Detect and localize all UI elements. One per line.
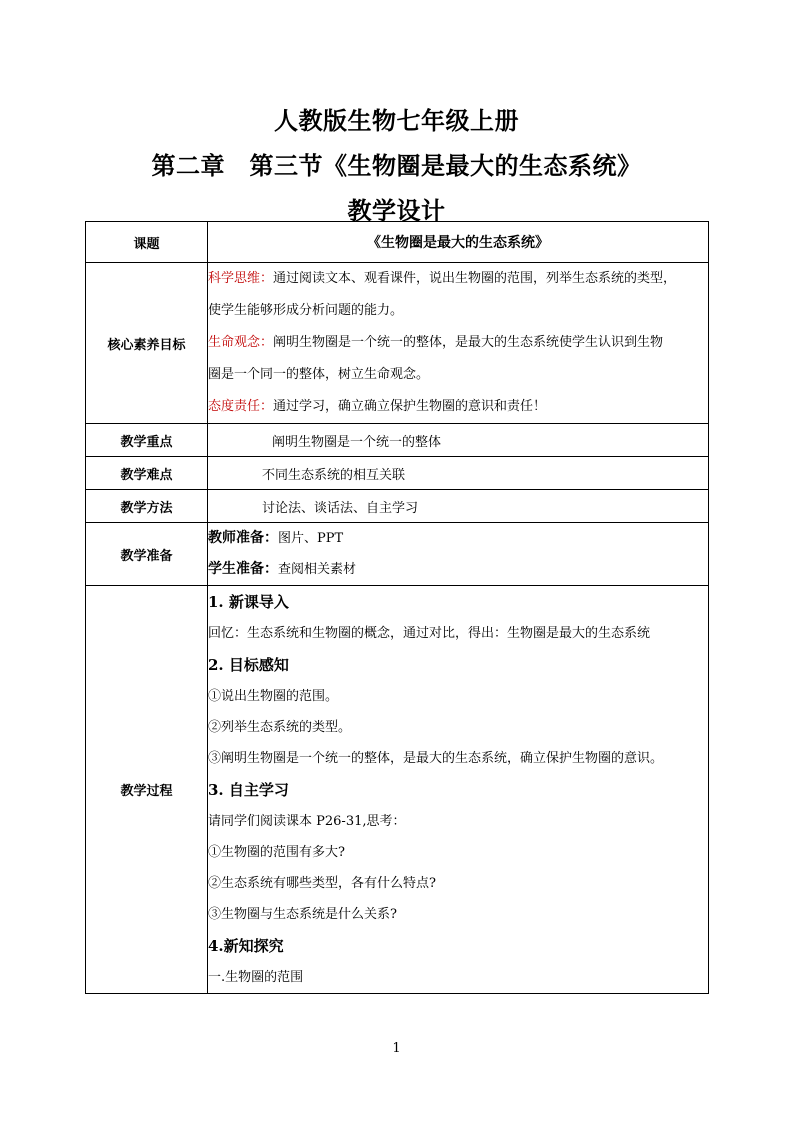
row-key-point [86, 424, 709, 457]
goal-text: 通过阅读文本、观看课件，说出生物圈的范围，列举生态系统的类型， [273, 271, 677, 286]
section-heading-explore: 4.新知探究 [208, 937, 284, 955]
process-label: 教学过程 [86, 586, 208, 994]
topic-label: 课题 [86, 222, 208, 263]
process-content [208, 586, 709, 994]
teacher-prep-value: 图片、PPT [278, 531, 344, 546]
student-prep [208, 554, 708, 585]
topic-value: 《生物圈是最大的生态系统》 [208, 222, 709, 263]
teacher-prep [208, 523, 708, 554]
row-method [86, 490, 709, 523]
self-study-intro: 请同学们阅读课本 P26-31,思考： [208, 814, 406, 829]
section-heading-goals: 2. 目标感知 [208, 656, 289, 674]
preparation-content [208, 523, 709, 586]
title-grade: 人教版生物七年级上册 [274, 106, 519, 135]
goal-label: 科学思维： [208, 271, 274, 286]
row-goals [86, 263, 709, 424]
goal-scientific-thinking [208, 263, 708, 295]
goal-text: 阐明生物圈是一个统一的整体，是最大的生态系统使学生认识到生物 [273, 335, 664, 350]
title-doc-type: 教学设计 [347, 196, 446, 225]
row-process [86, 586, 709, 994]
page-number: 1 [392, 1041, 401, 1056]
goal-label: 生命观念： [208, 335, 274, 350]
question-item: ②生态系统有哪些类型，各有什么特点? [208, 876, 436, 891]
goal-scientific-thinking-cont: 使学生能够形成分析问题的能力。 [208, 303, 404, 318]
lesson-plan-table [85, 221, 709, 994]
question-item: ①生物圈的范围有多大? [208, 845, 345, 860]
goal-life-concept [208, 327, 708, 359]
goals-label: 核心素养目标 [86, 263, 208, 424]
question-item: ③生物圈与生态系统是什么关系? [208, 907, 397, 922]
goal-item: ①说出生物圈的范围。 [208, 689, 339, 704]
difficulty-label: 教学难点 [86, 457, 208, 490]
section-heading-intro: 1. 新课导入 [208, 593, 289, 611]
row-difficulty [86, 457, 709, 490]
preparation-label: 教学准备 [86, 523, 208, 586]
key-point-value: 阐明生物圈是一个统一的整体 [208, 424, 709, 457]
intro-text: 回忆：生态系统和生物圈的概念，通过对比，得出：生物圈是最大的生态系统 [208, 626, 651, 641]
teacher-prep-label: 教师准备： [208, 530, 278, 546]
goal-label: 态度责任： [208, 399, 274, 414]
difficulty-value: 不同生态系统的相互关联 [208, 457, 709, 490]
method-label: 教学方法 [86, 490, 208, 523]
section-heading-self-study: 3. 自主学习 [208, 781, 289, 799]
student-prep-value: 查阅相关素材 [278, 562, 357, 577]
goals-content [208, 263, 709, 424]
goal-attitude [208, 391, 708, 423]
row-preparation [86, 523, 709, 586]
goal-text: 通过学习，确立确立保护生物圈的意识和责任！ [273, 399, 547, 414]
title-chapter: 第二章 第三节《生物圈是最大的生态系统》 [151, 151, 642, 180]
key-point-label: 教学重点 [86, 424, 208, 457]
row-topic [86, 222, 709, 263]
student-prep-label: 学生准备： [208, 561, 278, 577]
goal-item: ②列举生态系统的类型。 [208, 720, 352, 735]
document-header [0, 98, 793, 233]
explore-text: 一.生物圈的范围 [208, 970, 304, 985]
method-value: 讨论法、谈话法、自主学习 [208, 490, 709, 523]
goal-item: ③阐明生物圈是一个统一的整体，是最大的生态系统，确立保护生物圈的意识。 [208, 751, 664, 766]
goal-life-concept-cont: 圈是一个同一的整体，树立生命观念。 [208, 367, 430, 382]
